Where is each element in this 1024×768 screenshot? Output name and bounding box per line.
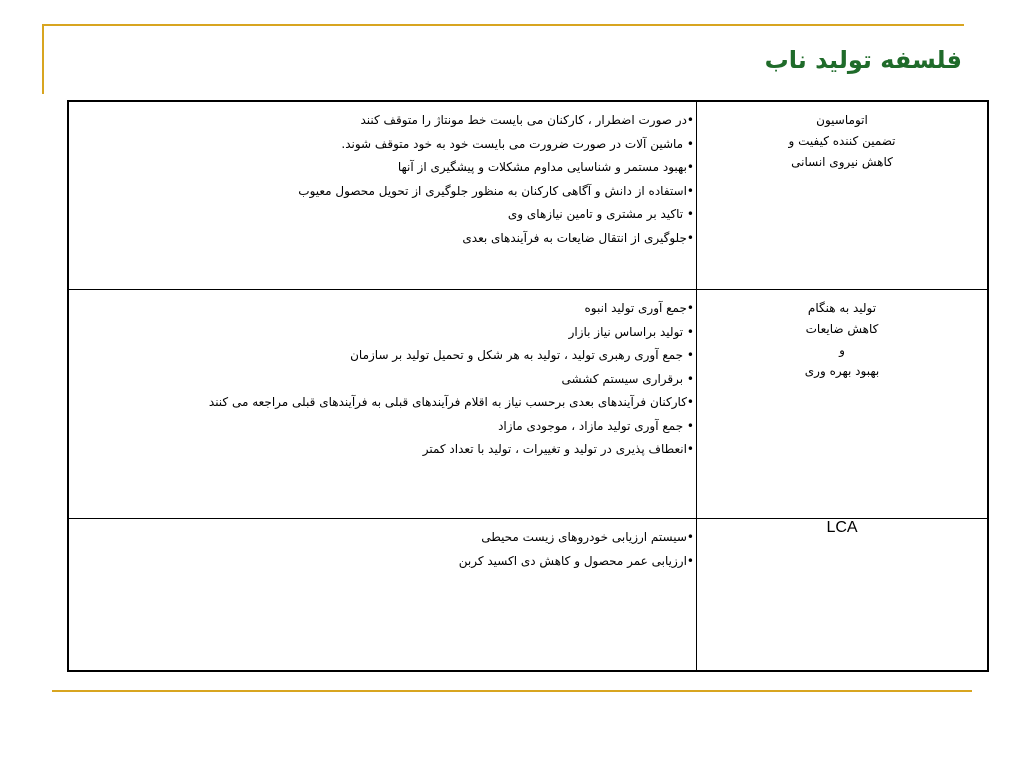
- topic-line: LCA: [826, 519, 858, 536]
- frame-left-rule: [42, 24, 44, 94]
- frame-bottom-rule: [52, 690, 972, 692]
- list-item: • جمع آوری رهبری تولید ، تولید به هر شکل و تحمیل تولید بر سازمان: [350, 348, 694, 362]
- list-item: • برقراری سیستم کششی: [561, 371, 694, 386]
- list-item: •انعطاف پذیری در تولید و تغییرات ، تولید با تعداد کمتر: [422, 442, 694, 456]
- list-item: •سیستم ارزیابی خودروهای زیست محیطی: [481, 530, 694, 544]
- table-row: [69, 519, 987, 670]
- topic-line: تولید به هنگام: [807, 301, 877, 315]
- topic-line: کاهش ضایعات: [805, 322, 879, 336]
- list-item: •استفاده از دانش و آگاهی کارکنان به منظور جلوگیری از تحویل محصول معیوب: [298, 183, 694, 198]
- list-item: • ماشین آلات در صورت ضرورت می بایست خود به خود متوقف شوند.: [341, 136, 694, 151]
- topic-line: و: [839, 343, 845, 357]
- lean-philosophy-table: [67, 100, 989, 672]
- page-title: فلسفه تولید ناب: [764, 46, 962, 74]
- list-item: •جلوگیری از انتقال ضایعات به فرآیندهای بعدی: [462, 230, 694, 245]
- topic-cell: [697, 517, 987, 670]
- items-cell: [69, 102, 697, 289]
- items-cell: [69, 290, 697, 518]
- list-item: •بهبود مستمر و شناسایی مداوم مشکلات و پیشگیری از آنها: [397, 160, 694, 174]
- topic-line: کاهش نیروی انسانی: [791, 155, 893, 169]
- list-item: •جمع آوری تولید انبوه: [584, 301, 694, 315]
- list-item: •ارزیابی عمر محصول و کاهش دی اکسید کربن: [458, 553, 694, 568]
- topic-cell: [697, 102, 987, 289]
- topic-cell: [697, 290, 987, 518]
- topic-line: تضمین کننده کیفیت و: [788, 134, 896, 148]
- table-row: [69, 102, 987, 290]
- items-cell: [69, 519, 697, 670]
- list-item: • جمع آوری تولید مازاد ، موجودی مازاد: [498, 418, 694, 433]
- list-item: • تولید براساس نیاز بازار: [568, 324, 694, 339]
- list-item: •کارکنان فرآیندهای بعدی برحسب نیاز به اقلام فرآیندهای قبلی به فرآیندهای قبلی مراجعه می کنند: [208, 395, 694, 409]
- table-row: [69, 290, 987, 519]
- topic-line: اتوماسیون: [816, 113, 868, 127]
- list-item: • تاکید بر مشتری و تامین نیازهای وی: [507, 207, 694, 221]
- topic-line: بهبود بهره وری: [804, 364, 880, 378]
- frame-top-rule: [42, 24, 964, 26]
- list-item: •در صورت اضطرار ، کارکنان می بایست خط مونتاژ را متوقف کنند: [360, 113, 694, 127]
